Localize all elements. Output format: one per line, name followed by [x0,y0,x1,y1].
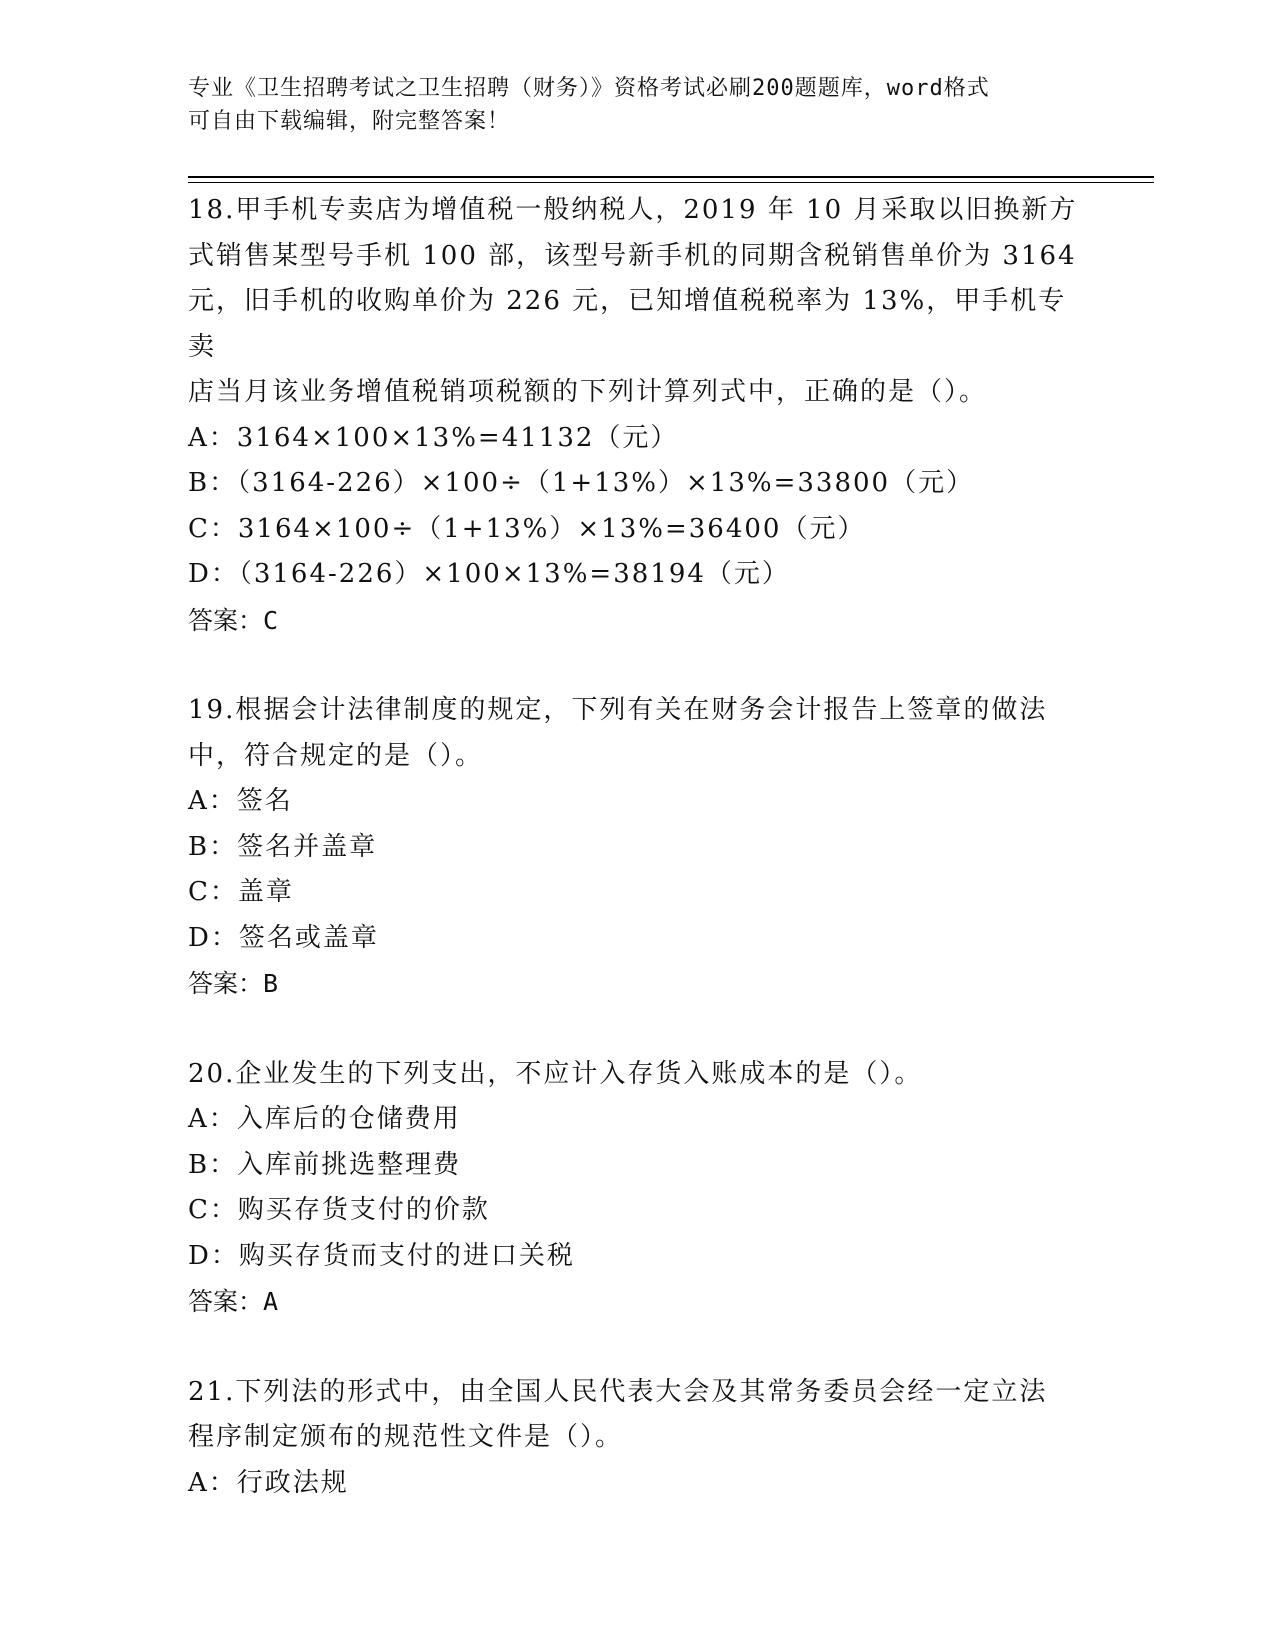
answer-option: A：签名 [188,786,293,816]
question-stem-line: 20.企业发生的下列支出，不应计入存货入账成本的是（）。 [188,1058,923,1089]
answer-option: D：（3164-226）×100×13%=38194（元） [188,559,790,589]
header-divider-thick [188,176,1154,178]
answer-option: D：购买存货而支付的进口关税 [188,1240,575,1271]
answer-option: A：入库后的仓储费用 [188,1104,461,1134]
question-block [188,1052,1088,1325]
question-stem-line: 21.下列法的形式中，由全国人民代表大会及其常务委员会经一定立法 [188,1376,1048,1407]
answer-option: A：3164×100×13%=41132（元） [188,422,679,453]
answer-option: B：签名并盖章 [188,831,378,862]
question-stem-line: 式销售某型号手机 100 部，该型号新手机的同期含税销售单价为 3164 [188,240,1077,271]
answer-option: C：盖章 [188,877,294,907]
answer-key: 答案：B [188,969,279,998]
question-stem-line: 店当月该业务增值税销项税额的下列计算列式中，正确的是（）。 [188,377,988,407]
answer-option: B：入库前挑选整理费 [188,1149,462,1180]
header-line-2: 可自由下载编辑，附完整答案！ [188,109,511,134]
answer-option: C：购买存货支付的价款 [188,1195,490,1225]
answer-option: C：3164×100÷（1+13%）×13%=36400（元） [188,513,866,544]
question-list [188,188,1088,1506]
question-stem-line: 程序制定颁布的规范性文件是（）。 [188,1422,624,1452]
question-block [188,1370,1088,1507]
answer-key: 答案：A [188,1287,279,1316]
answer-key: 答案：C [188,605,279,635]
question-block [188,688,1088,1007]
answer-option: A：行政法规 [188,1467,349,1498]
header-divider-thin [188,182,1154,183]
question-gap [188,1325,1088,1370]
header-line-1: 专业《卫生招聘考试之卫生招聘（财务）》资格考试必刷200题题库，word格式 [188,76,990,101]
question-stem-line: 18.甲手机专卖店为增值税一般纳税人，2019 年 10 月采取以旧换新方 [188,195,1078,225]
question-block [188,188,1088,643]
question-stem-line: 19.根据会计法律制度的规定，下列有关在财务会计报告上签章的做法 [188,695,1048,725]
question-stem-line: 元，旧手机的收购单价为 226 元，已知增值税税率为 13%，甲手机专卖 [188,286,1067,362]
question-gap [188,643,1088,688]
document-header [188,72,1088,138]
answer-option: D：签名或盖章 [188,922,379,953]
answer-option: B：（3164-226）×100÷（1+13%）×13%=33800（元） [188,468,975,498]
question-gap [188,1007,1088,1052]
question-stem-line: 中，符合规定的是（）。 [188,740,484,771]
